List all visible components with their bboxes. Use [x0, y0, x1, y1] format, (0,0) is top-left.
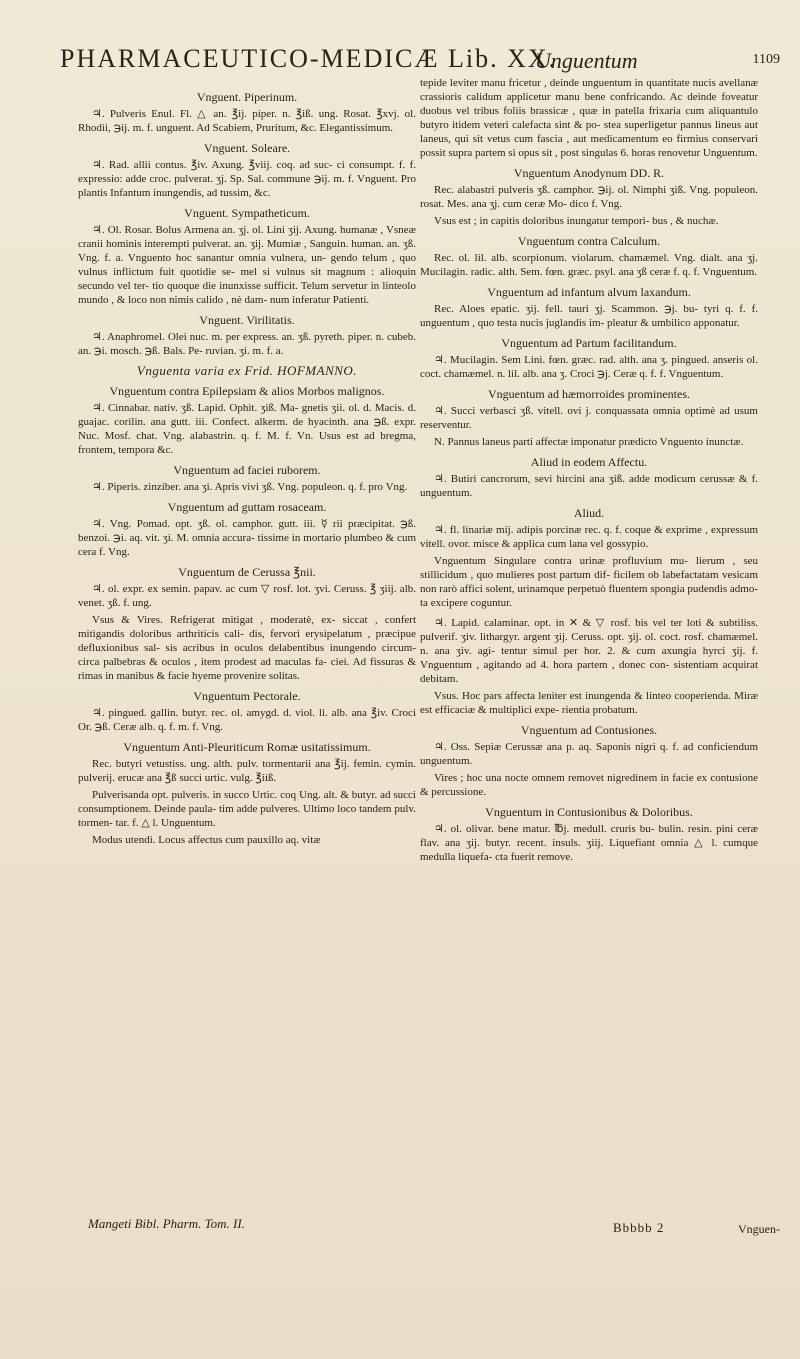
recipe-text: Rec. ol. lil. alb. scorpionum. violarum. chamæmel. Vng. dialt. ana ʒj. Mucilagin. radic. alth. Sem. fœn. græc. psyl. ana ʒß ceræ f. q. f. Vnguentum.: [420, 252, 758, 278]
recipe-text: ♃. pingued. gallin. butyr. rec. ol. amygd. d. viol. li. alb. ana ℥iv. Croci Or. ℈ß. Ceræ alb. q. f. m. f. Vng.: [78, 707, 416, 733]
recipe-section: [420, 506, 758, 610]
recipe-text: ♃. Mucilagin. Sem Lini. fœn. græc. rad. alth. ana ʒ. pingued. anseris ol. coct. chamæmel. n. lil. alb. ana ʒ. Croci ℈j. Ceræ q. f. f. Vnguentum.: [420, 354, 758, 380]
recipe-section: [78, 689, 416, 734]
recipe-text: Modus utendi. Locus affectus cum pauxillo aq. vitæ: [92, 834, 321, 846]
recipe-heading: Vnguentum Anti-Pleuriticum Romæ usitatissimum.: [123, 740, 371, 754]
recipe-text: ♃. Oss. Sepiæ Cerussæ ana p. aq. Saponis nigri q. f. ad conficiendum unguentum.: [420, 741, 758, 767]
recipe-heading: Vnguentum contra Epilepsiam & alios Morbos malignos.: [109, 384, 385, 398]
recipe-text: ♃. Ol. Rosar. Bolus Armena an. ʒj. ol. Lini ʒij. Axung. humanæ , Vsneæ cranii hominis interempti pulverat. an. ʒij. Mumiæ , Sanguin. human. an. ʒß. Vng. f. a. Vnguento hoc sanantur omnia vulnera, un- gendo telum , quo vulnus inflictum fuit quotidie se- mel si vulnus sit magnum : alioquin secundo vel ter- tio quoque die inunxisse sufficit. Telum servetur in linteolo mundo , & loco non nimis calido , nè dam- num inferatur Patienti.: [78, 224, 416, 306]
recipe-text: ♃. Pulveris Enul. Fl. △ an. ℥ij. piper. n. ℥iß. ung. Rosat. ℥xvj. ol. Rhodii, ℈ij. m. f. unguent. Ad Scabiem, Pruritum, &c. Elegantissimum.: [78, 108, 416, 134]
recipe-text: Vires ; hoc una nocte omnem removet nigredinem in facie ex contusione & percussione.: [420, 772, 758, 798]
continuation-paragraph: tepide leviter manu fricetur , deinde unguentum in quantitate nucis avellanæ crassioris calidum applicetur manu bene confricando. Ac deinde foveatur duobus vel tribus foliis brassicæ , quæ in patella frixaria cum aliquantulo butyro itidem veteri calefacta sint & po- stea superligetur pannus lineus aut laneus, qui sit vetus cum fascia , aut medicamentum eo firmius conservari possit supra partem si opus sit , post singulas 6. horas renovetur Unguentum.: [420, 77, 758, 159]
recipe-heading: Vnguentum Anodynum DD. R.: [513, 166, 665, 180]
recipe-text: ♃. ol. expr. ex semin. papav. ac cum ▽ rosf. lot. ʒvi. Ceruss. ℥ ʒiij. alb. venet. ʒß. f. ung.: [78, 583, 416, 609]
recipe-text: Vsus est ; in capitis doloribus inungatur tempori- bus , & nuchæ.: [434, 215, 719, 227]
signature-mark: Bbbbb 2: [613, 1220, 665, 1235]
recipe-heading: Vnguentum ad hæmorroides prominentes.: [488, 387, 690, 401]
recipe-heading: Vnguent. Virilitatis.: [199, 313, 295, 327]
recipe-text: ♃. Rad. allii contus. ℥iv. Axung. ℥viij. coq. ad suc- ci consumpt. f. f. expressio: adde croc. pulverat. ʒj. Sp. Sal. commune ℈ij. m. f. Vnguent. Pro plantis Infantum inungendis, ad tussim, &c.: [78, 159, 416, 199]
recipe-section: [78, 313, 416, 358]
recipe-text: ♃. Cinnabar. nativ. ʒß. Lapid. Ophit. ʒiß. Ma- gnetis ʒii. ol. d. Macis. d. guajac. corilin. ana gutt. iii. Confect. alkerm. de hyacinth. ana ℈ß. expr. Nuc. Mosf. chat. Vng. alabastrin. q. f. M. f. Vn. Usus est ad bregma, frontem, tempora &c.: [78, 402, 416, 456]
recipe-text: ♃. Anaphromel. Olei nuc. m. per express. an. ʒß. pyreth. piper. n. cubeb. an. ℈i. mosch. ℈ß. Bals. Pe- ruvian. ʒi. m. f. a.: [78, 331, 416, 357]
recipe-section: [78, 565, 416, 683]
recipe-heading: Vnguentum in Contusionibus & Doloribus.: [485, 805, 693, 819]
recipe-section: [78, 500, 416, 559]
recipe-text: Rec. butyri vetustiss. ung. alth. pulv. tormentarii ana ℥ij. femin. cymin. pulverij. erucæ ana ℥ß succi urtic. vulg. ℥iiß.: [78, 758, 416, 784]
recipe-heading: Vnguentum Pectorale.: [193, 689, 301, 703]
recipe-heading: Vnguentum ad Partum facilitandum.: [501, 336, 677, 350]
recipe-text: N. Pannus laneus parti affectæ imponatur prædicto Vnguento inunctæ.: [434, 436, 744, 448]
recipe-section: [78, 141, 416, 200]
recipe-section: [78, 90, 416, 135]
recipe-text: ♃. Succi verbasci ʒß. vitell. ovi j. conquassata omnia optimè ad usum reserventur.: [420, 405, 758, 431]
running-head-section: Unguentum: [535, 48, 638, 73]
recipe-section: [420, 387, 758, 449]
recipe-heading: Vnguentum de Cerussa ℥nii.: [178, 565, 316, 579]
right-column: [420, 76, 758, 1326]
recipe-text: ♃. Vng. Pomad. opt. ʒß. ol. camphor. gutt. iii. ☿ rii præcipitat. ℈ß. benzoi. ℈i. aq. vit. ʒi. M. omnia accura- tissime in mortario plumbeo & cum cera f. Vng.: [78, 518, 416, 558]
recipe-heading: Vnguentum ad guttam rosaceam.: [167, 500, 327, 514]
recipe-section: [78, 740, 416, 847]
footer-title: Mangeti Bibl. Pharm. Tom. II.: [88, 1216, 245, 1231]
recipe-heading: Aliud.: [573, 506, 605, 520]
recipe-heading: Vnguentum contra Calculum.: [517, 234, 661, 248]
recipe-section: [420, 723, 758, 799]
recipe-heading: Vnguentum ad Contusiones.: [520, 723, 658, 737]
page-number: 1109: [752, 52, 780, 67]
recipe-section: [420, 336, 758, 381]
recipe-text: Vsus. Hoc pars affecta leniter est inungenda & linteo cooperienda. Miræ est efficaciæ & multiplici expe- rientia probatum.: [420, 690, 758, 716]
catchword: Vnguen-: [738, 1222, 780, 1236]
recipe-text: ♃. ol. olivar. bene matur. ℔j. medull. cruris bu- bulin. resin. pini ceræ flav. ana ʒij. butyr. recent. insuls. ʒiij. Liquefiant omnia △ l. cumque medulla liquefa- cta fuerit remove.: [420, 823, 758, 863]
recipe-heading: Vnguent. Sympatheticum.: [184, 206, 310, 220]
recipe-heading: Aliud in eodem Affectu.: [530, 455, 648, 469]
recipe-text: ♃. fl. linariæ mij. adipis porcinæ rec. q. f. coque & exprime , expressum vitell. ovor. misce & applica cum lana vel gossypio.: [420, 524, 758, 550]
recipe-text: Pulverisanda opt. pulveris. in succo Urtic. coq Ung. alt. & butyr. ad succi consumptionem. Deinde paula- tim adde pulveres. Ultimo loco tandem pulv. tormen- tar. f. △ l. Unguentum.: [78, 789, 416, 829]
left-column: [78, 84, 416, 1334]
recipe-section: [420, 616, 758, 717]
recipe-text: ♃. Lapid. calaminar. opt. in ✕ & ▽ rosf. bis vel ter loti & subtiliss. pulverif. ʒiv. lithargyr. argent ʒij. Ceruss. opt. ʒij. ol. coct. rosf. chamæmel. n. ana ʒiv. agi- tentur simul per hor. 2. & cum axungia hyrci ʒij. f. Vnguentum , agitando ad 4. hora partem , donec con- sistentiam acquirat debitam.: [420, 617, 758, 685]
recipe-heading: Vnguentum ad infantum alvum laxandum.: [487, 285, 691, 299]
recipe-text: Vnguentum Singulare contra urinæ profluvium mu- lierum , seu stillicidum , quo mulieres post partum dif- ficilem ob labefactatam vesicam non rarò affici solent, urinamque perpetuò fluentem spongia pudendis admo- ta excipere coguntur.: [420, 555, 758, 609]
recipe-section: [420, 166, 758, 228]
recipe-text: ♃. Butiri cancrorum, sevi hircini ana ʒiß. adde modicum cerussæ & f. unguentum.: [420, 473, 758, 499]
recipe-text: Vsus & Vires. Refrigerat mitigat , moderatè, ex- siccat , confert mitigandis doloribus arthriticis cali- dis, fervori erysipelatum , præcipue defluxionibus sal- sis acribus in oculos delabentibus inungendo circum- circa palbebras & oculos , item prodest ad maculas fa- ciei. Ad fissuras & rimas in manibus & facie hyeme provenire solitas.: [78, 614, 416, 682]
recipe-section: [78, 206, 416, 307]
recipe-section: [420, 234, 758, 279]
recipe-text: Rec. alabastri pulveris ʒß. camphor. ℈ij. ol. Nimphi ʒiß. Vng. populeon. rosat. Mes. ana ʒj. cum ceræ Mo- dico f. Vng.: [420, 184, 758, 210]
recipe-heading: Vnguenta varia ex Frid. HOFMANNO.: [136, 363, 358, 378]
recipe-section: [420, 285, 758, 330]
recipe-section: [420, 455, 758, 500]
recipe-section: [78, 364, 416, 378]
running-title: PHARMACEUTICO-MEDICÆ Lib. XX.: [60, 44, 558, 73]
recipe-section: [420, 805, 758, 864]
recipe-text: Rec. Aloes epatic. ʒij. fell. tauri ʒj. Scammon. ℈j. bu- tyri q. f. f. unguentum , quo testa nucis juglandis im- pleatur & umbilico apponatur.: [420, 303, 758, 329]
recipe-text: ♃. Piperis. zinziber. ana ʒi. Apris vivi ʒß. Vng. populeon. q. f. pro Vng.: [92, 481, 408, 493]
recipe-heading: Vnguentum ad faciei ruborem.: [173, 463, 321, 477]
recipe-heading: Vnguent. Piperinum.: [196, 90, 298, 104]
recipe-heading: Vnguent. Soleare.: [203, 141, 291, 155]
recipe-section: [78, 463, 416, 494]
recipe-section: [78, 384, 416, 457]
